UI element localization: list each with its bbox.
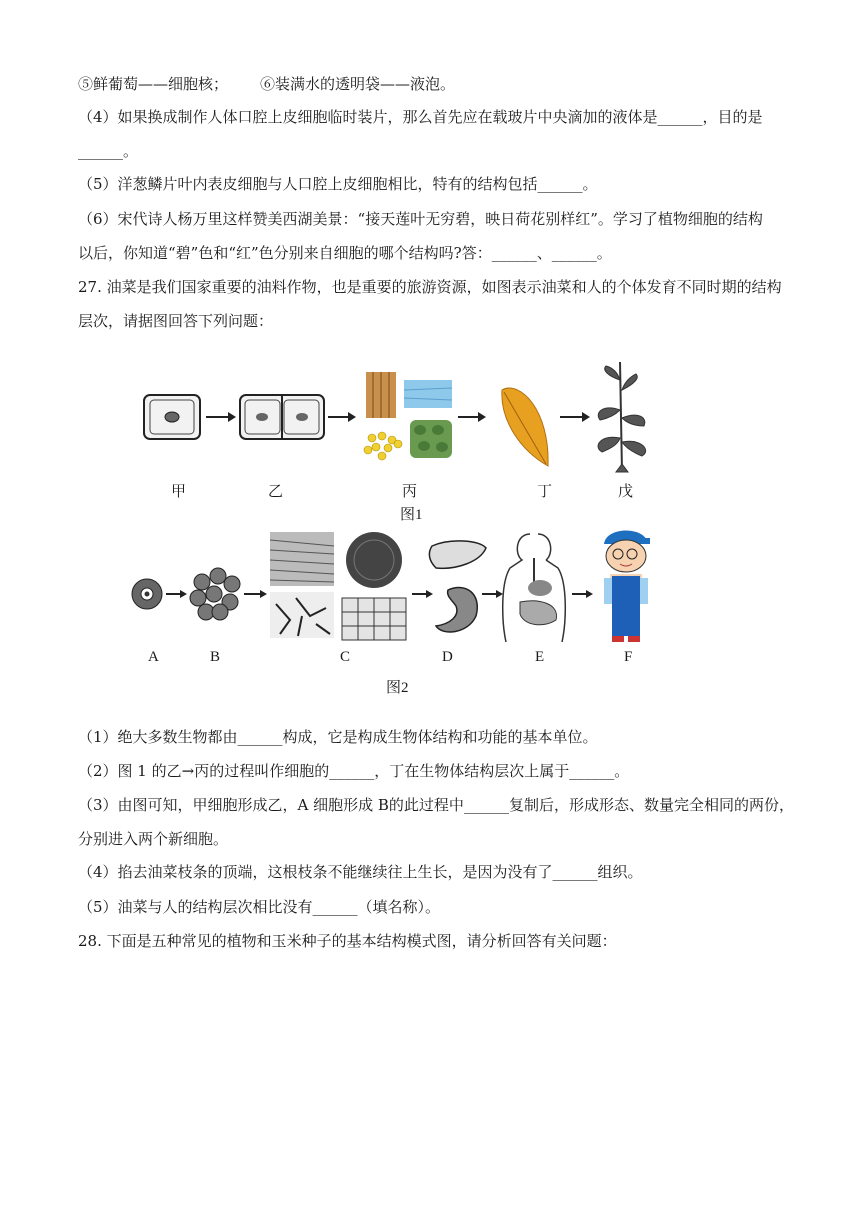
figure-2 <box>120 524 680 654</box>
question-27-stem: 27. 油菜是我们国家重要的油料作物，也是重要的旅游资源，如图表示油菜和人的个体发育不同时期的结构 <box>78 278 782 296</box>
arrow-icon <box>482 590 503 598</box>
fig1-label-ding: 丁 <box>537 484 553 500</box>
question-27-2: （2）图 1 的乙→丙的过程叫作细胞的______，丁在生物体结构层次上属于______。 <box>78 762 630 780</box>
fig1-label-jia: 甲 <box>171 484 187 500</box>
tissues-icon <box>364 372 452 460</box>
fig2-label-f: F <box>624 649 633 665</box>
fig2-label-a: A <box>148 649 159 665</box>
arrow-icon <box>166 590 187 598</box>
text-line-2: （4）如果换成制作人体口腔上皮细胞临时装片，那么首先应在载玻片中央滴加的液体是______，目的是 <box>78 108 763 126</box>
organs-icon <box>429 541 486 632</box>
leaf-icon <box>502 388 548 466</box>
plant-icon <box>598 362 646 472</box>
arrow-icon <box>244 590 267 598</box>
single-cell-icon <box>144 395 200 439</box>
arrow-icon <box>572 590 593 598</box>
fig2-label-d: D <box>442 649 453 665</box>
fig1-label-bing: 丙 <box>402 484 418 500</box>
text-line-4: （5）洋葱鳞片叶内表皮细胞与人口腔上皮细胞相比，特有的结构包括______。 <box>78 175 598 193</box>
fig1-label-wu: 戊 <box>618 484 634 500</box>
cell-cluster-icon <box>190 568 240 620</box>
two-cells-icon <box>240 395 324 439</box>
fig2-label-b: B <box>210 649 221 665</box>
human-tissues-icon <box>270 532 406 640</box>
fig1-caption: 图1 <box>400 507 423 523</box>
arrow-icon <box>206 412 236 422</box>
arrow-icon <box>458 412 486 422</box>
arrow-icon <box>412 590 433 598</box>
question-27-3: （3）由图可知，甲细胞形成乙，A 细胞形成 B的此过程中______复制后，形成形态、数量完全相同的两份， <box>78 796 794 814</box>
fig2-label-c: C <box>340 649 351 665</box>
fig1-label-yi: 乙 <box>268 484 284 500</box>
text-line-3: ______。 <box>78 142 139 160</box>
fig2-label-e: E <box>535 649 545 665</box>
arrow-icon <box>560 412 590 422</box>
arrow-icon <box>328 412 356 422</box>
question-28-stem: 28. 下面是五种常见的植物和玉米种子的基本结构模式图，请分析回答有关问题： <box>78 932 617 950</box>
text-line-5: （6）宋代诗人杨万里这样赞美西湖美景：“接天莲叶无穷碧，映日荷花别样红”。学习了植物细胞的结构 <box>78 210 763 228</box>
text-line-1b: ⑥装满水的透明袋——液泡。 <box>260 75 456 93</box>
fig2-caption: 图2 <box>386 680 409 696</box>
question-27-1: （1）绝大多数生物都由______构成，它是构成生物体结构和功能的基本单位。 <box>78 728 598 746</box>
question-27-3-cont: 分别进入两个新细胞。 <box>78 830 229 848</box>
question-27-stem-cont: 层次，请据图回答下列问题： <box>78 312 274 330</box>
text-line-6: 以后，你知道“碧”色和“红”色分别来自细胞的哪个结构吗?答：______、______。 <box>78 244 612 262</box>
person-icon <box>604 531 650 643</box>
cell-a-icon <box>132 579 162 609</box>
digestive-system-icon <box>503 534 566 642</box>
question-27-4: （4）掐去油菜枝条的顶端，这根枝条不能继续往上生长，是因为没有了______组织。 <box>78 863 643 881</box>
text-line-1a: ⑤鲜葡萄——细胞核； <box>78 75 229 93</box>
question-27-5: （5）油菜与人的结构层次相比没有______（填名称）。 <box>78 898 441 916</box>
